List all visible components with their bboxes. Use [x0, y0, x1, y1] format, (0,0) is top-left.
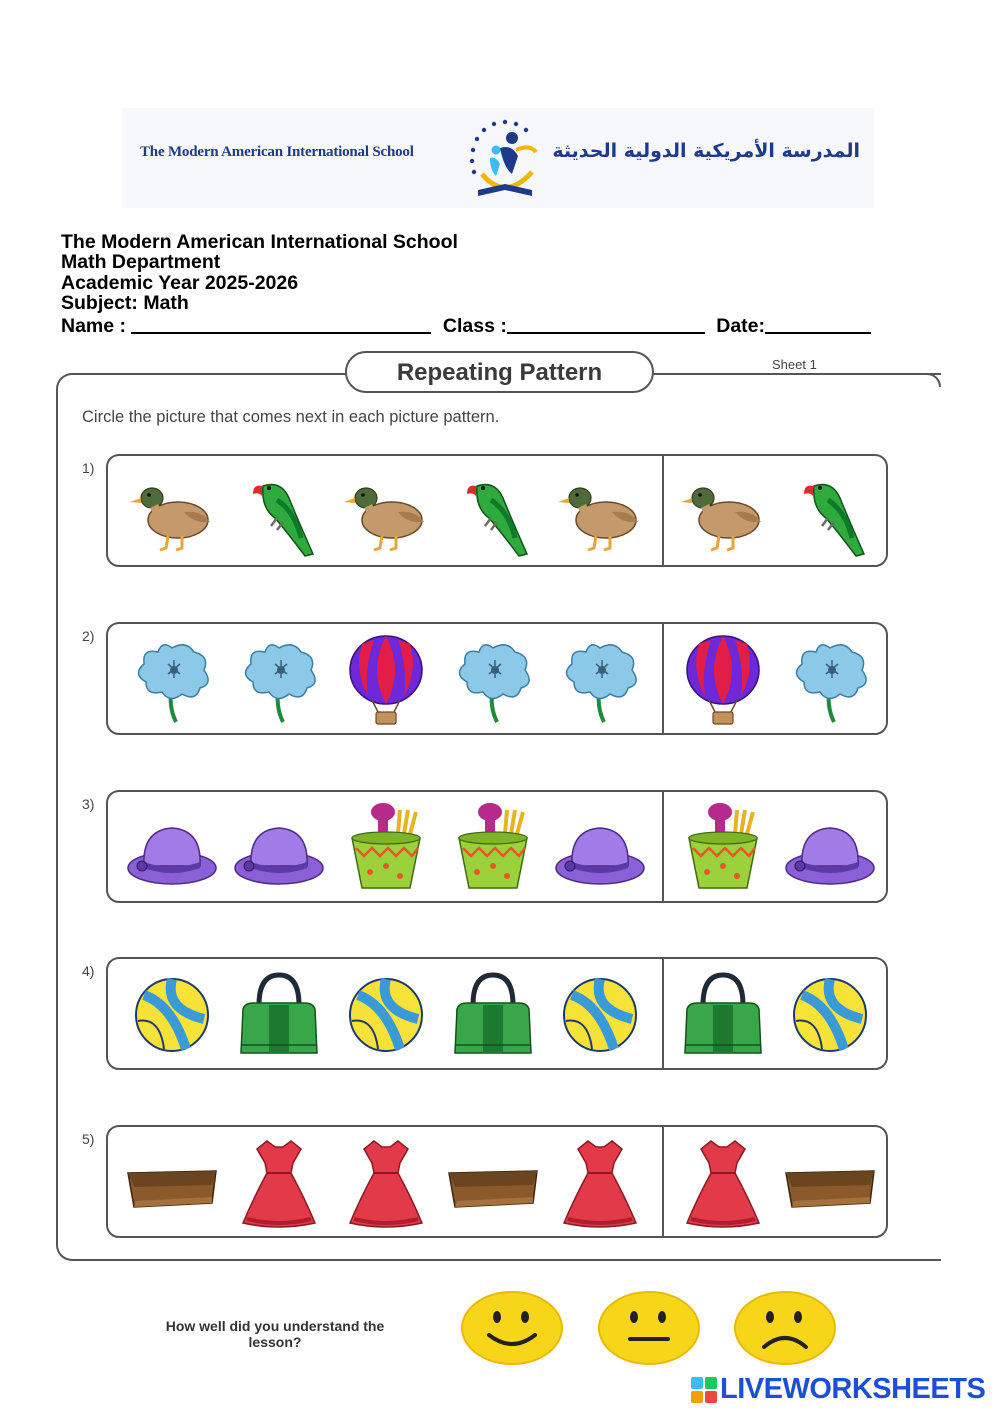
row-divider	[662, 792, 664, 901]
duck-icon	[338, 462, 434, 560]
hat-icon	[231, 798, 327, 896]
ball-icon	[552, 965, 648, 1063]
liveworksheets-logo	[690, 1373, 986, 1407]
row-number-3: 3)	[82, 796, 95, 812]
parrot-icon	[445, 462, 541, 560]
row-divider	[662, 456, 664, 565]
school-logo-icon	[460, 114, 550, 209]
happy-face-icon[interactable]	[461, 1291, 563, 1365]
sheet-label: Sheet 1	[772, 357, 817, 372]
pattern-row-3	[106, 790, 888, 903]
bag-icon	[445, 965, 541, 1063]
instruction-text: Circle the picture that comes next in each picture pattern.	[82, 408, 500, 426]
bucket-choice-icon[interactable]	[675, 798, 771, 896]
purse-icon	[445, 1133, 541, 1231]
ball-icon	[338, 965, 434, 1063]
row-divider	[662, 959, 664, 1068]
parrot-choice-icon[interactable]	[782, 462, 878, 560]
header-subject: Subject: Math	[61, 292, 189, 315]
hat-icon	[552, 798, 648, 896]
flower-choice-icon[interactable]	[782, 630, 878, 728]
date-field[interactable]	[765, 314, 871, 334]
flower-icon	[124, 630, 220, 728]
dress-icon	[552, 1133, 648, 1231]
header-department: Math Department	[61, 251, 221, 274]
duck-icon	[552, 462, 648, 560]
banner-school-name-ar: المدرسة الأمريكية الدولية الحديثة	[552, 140, 860, 162]
hat-choice-icon[interactable]	[782, 798, 878, 896]
class-field[interactable]	[507, 314, 705, 334]
bag-icon	[231, 965, 327, 1063]
name-field[interactable]	[131, 314, 431, 334]
bucket-icon	[338, 798, 434, 896]
purse-icon	[124, 1133, 220, 1231]
pattern-row-4	[106, 957, 888, 1070]
worksheet-title: Repeating Pattern	[345, 351, 654, 393]
ball-choice-icon[interactable]	[782, 965, 878, 1063]
ball-icon	[124, 965, 220, 1063]
date-label: Date:	[716, 314, 766, 337]
flower-icon	[552, 630, 648, 728]
balloon-icon	[338, 630, 434, 728]
pattern-row-1	[106, 454, 888, 567]
hat-icon	[124, 798, 220, 896]
balloon-choice-icon[interactable]	[675, 630, 771, 728]
row-divider	[662, 624, 664, 733]
sad-face-icon[interactable]	[734, 1291, 836, 1365]
liveworksheets-brand: LIVEWORKSHEETS	[720, 1373, 986, 1405]
row-number-1: 1)	[82, 460, 95, 476]
name-label: Name :	[61, 314, 127, 337]
duck-icon	[124, 462, 220, 560]
header-year: Academic Year 2025-2026	[61, 271, 299, 294]
dress-choice-icon[interactable]	[675, 1133, 771, 1231]
flower-icon	[231, 630, 327, 728]
school-banner	[122, 108, 874, 208]
banner-school-name-en: The Modern American International School	[140, 144, 414, 160]
header-fields-line	[61, 314, 871, 336]
class-label: Class :	[442, 314, 507, 337]
dress-icon	[338, 1133, 434, 1231]
header-school: The Modern American International School	[61, 231, 458, 253]
feedback-question: How well did you understand the lesson?	[165, 1318, 385, 1350]
neutral-face-icon[interactable]	[598, 1291, 700, 1365]
worksheet-frame-corner	[900, 373, 941, 387]
row-divider	[662, 1127, 664, 1236]
row-number-4: 4)	[82, 963, 95, 979]
row-number-5: 5)	[82, 1131, 95, 1147]
purse-choice-icon[interactable]	[782, 1133, 878, 1231]
pattern-row-5	[106, 1125, 888, 1238]
duck-choice-icon[interactable]	[675, 462, 771, 560]
liveworksheets-mark-icon	[690, 1373, 718, 1407]
pattern-row-2	[106, 622, 888, 735]
parrot-icon	[231, 462, 327, 560]
header-info	[61, 232, 871, 336]
dress-icon	[231, 1133, 327, 1231]
bag-choice-icon[interactable]	[675, 965, 771, 1063]
bucket-icon	[445, 798, 541, 896]
row-number-2: 2)	[82, 628, 95, 644]
flower-icon	[445, 630, 541, 728]
